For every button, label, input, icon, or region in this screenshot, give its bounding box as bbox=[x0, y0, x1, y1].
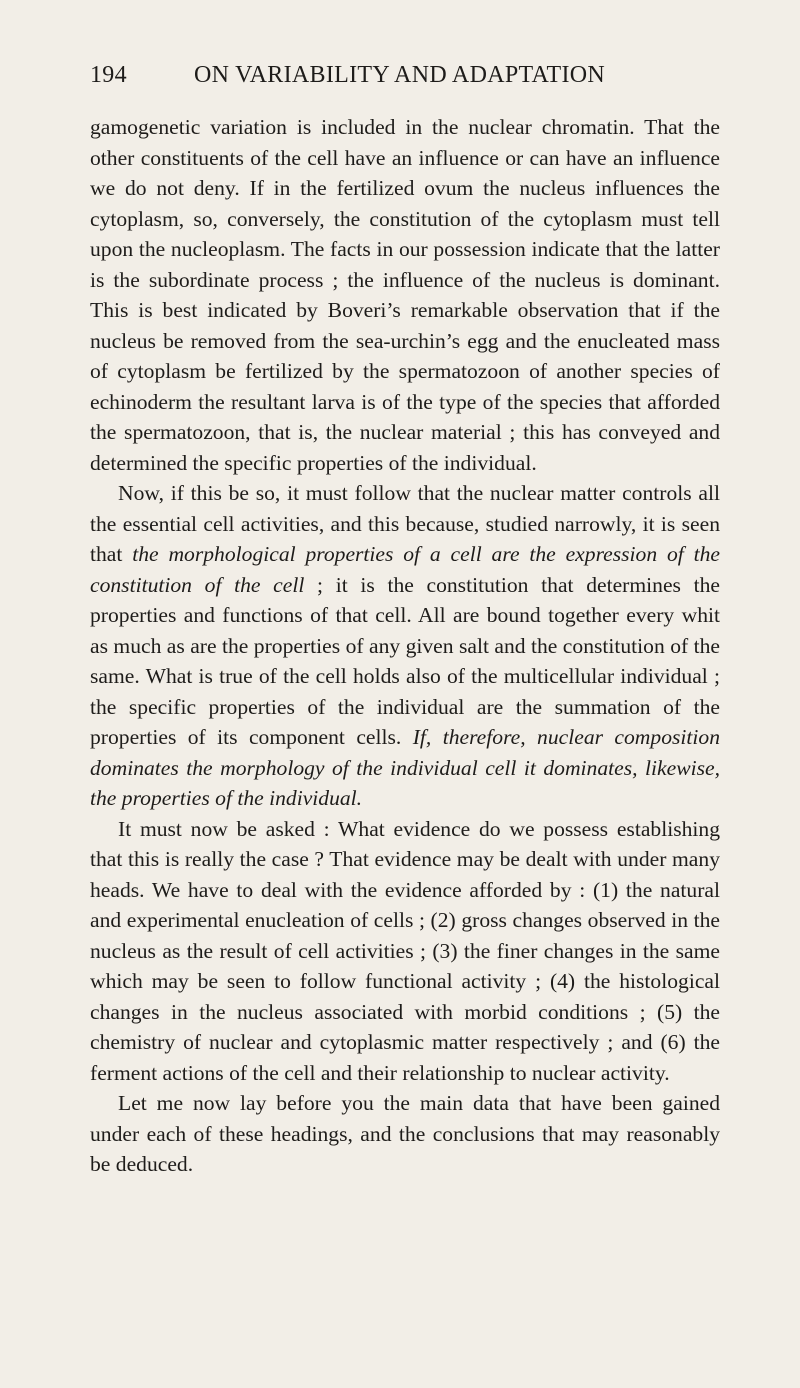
text-run: Now, if this be so, it must follow that the nuclear matter controls all the essential cell activities, and this because, studied narrowly, it is seen that bbox=[90, 481, 720, 566]
text-run: ; it is the constitution that determines the properties and functions of that cell. All are bound together every whit as much as are the properties of any given salt and the constitution of the same. What is true of the cell holds also of the multicellular individual ; the specific properties of the individual are the summation of the properties of its component cells. bbox=[90, 572, 720, 749]
page-number: 194 bbox=[90, 62, 127, 88]
paragraph: Let me now lay before you the main data that have been gained under each of these headings, and the conclusions that may reasonably be deduced. bbox=[90, 1091, 720, 1176]
running-head: ON VARIABILITY AND ADAPTATION bbox=[194, 62, 606, 88]
paragraph: It must now be asked : What evidence do we possess establishing that this is really the case ? That evidence may be dealt with under many heads. We have to deal with the evidence afforded by : (1) the natural and experimental enucleation of cells ; (2) gross changes observed in the nucleus as the result of cell activities ; (3) the finer changes in the same which may be seen to follow functional activity ; (4) the histological changes in the nucleus associated with morbid conditions ; (5) the chemistry of nuclear and cytoplasmic matter respectively ; and (6) the ferment actions of the cell and their relationship to nuclear activity. bbox=[90, 816, 720, 1085]
body-text bbox=[90, 112, 720, 1180]
paragraph-continued: gamogenetic variation is included in the nuclear chromatin. That the other constituents of the cell have an influence or can have an influence we do not deny. If in the fertilized ovum the nucleus influences the cytoplasm, so, conversely, the constitution of the cytoplasm must tell upon the nucleoplasm. The facts in our possession indicate that the latter is the subordinate process ; the influence of the nucleus is dominant. This is best indicated by Boveri’s remarkable observation that if the nucleus be removed from the sea-urchin’s egg and the enucleated mass of cytoplasm be fertilized by the spermatozoon of another species of echinoderm the resultant larva is of the type of the species that afforded the spermatozoon, that is, the nuclear material ; this has conveyed and determined the specific properties of the individual. bbox=[90, 115, 720, 475]
page-header bbox=[90, 62, 730, 89]
italic-emphasis: the morphological properties of a cell are the expression of the constitution of the cell bbox=[90, 542, 721, 597]
italic-emphasis: If, therefore, nuclear composition dominates the morphology of the individual cell it dominates, likewise, the properties of the individual. bbox=[90, 725, 720, 810]
paragraph bbox=[90, 478, 720, 814]
